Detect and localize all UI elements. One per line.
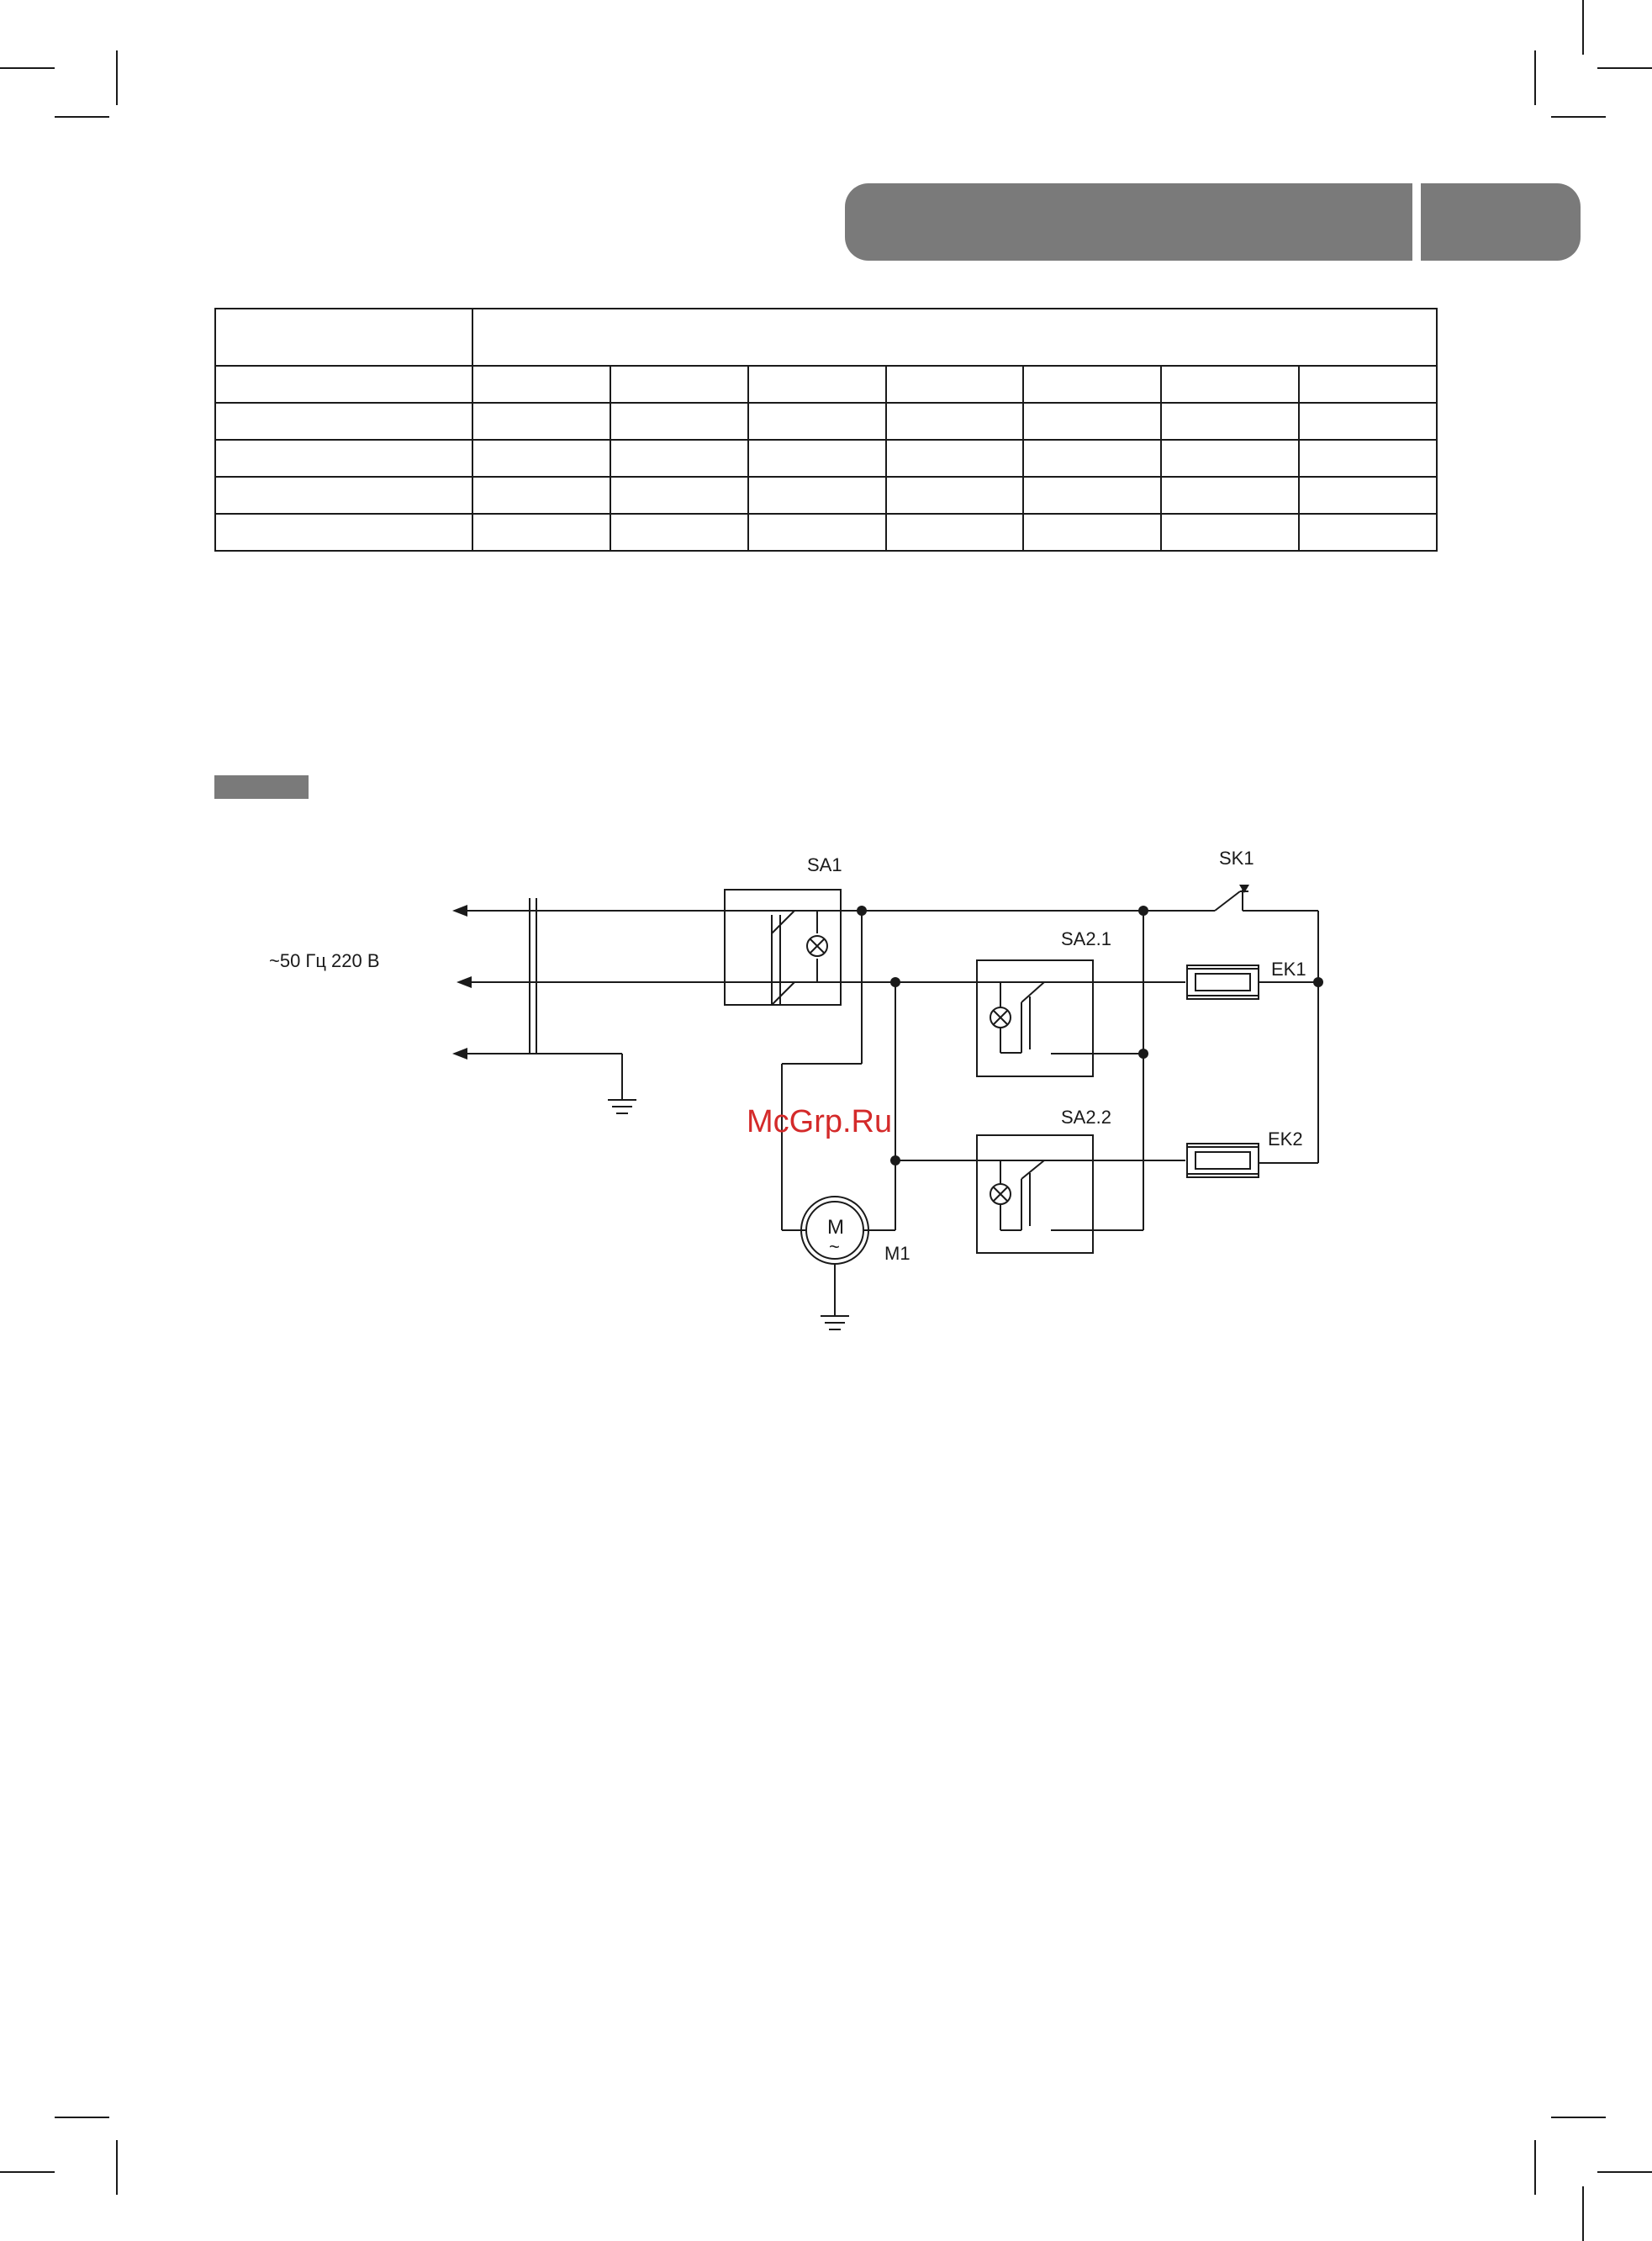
ek2-heater xyxy=(1187,1144,1259,1177)
sa2-2-label: SA2.2 xyxy=(1061,1107,1111,1128)
supply-label: ~50 Гц 220 В xyxy=(269,950,380,971)
sk1-thermostat xyxy=(1215,891,1240,911)
motor-ac-symbol: ~ xyxy=(829,1236,840,1257)
ek1-label: EK1 xyxy=(1271,959,1306,980)
ek1-heater xyxy=(1187,965,1259,999)
sa2-2-switch xyxy=(977,1135,1093,1253)
motor-letter: M xyxy=(827,1216,844,1239)
sa2-1-label: SA2.1 xyxy=(1061,928,1111,949)
m1-label: M1 xyxy=(884,1243,910,1264)
watermark: McGrp.Ru xyxy=(747,1104,893,1139)
ek2-label: EK2 xyxy=(1268,1128,1303,1150)
sk1-label: SK1 xyxy=(1219,848,1254,869)
sa2-1-switch xyxy=(977,960,1093,1076)
sa1-label: SA1 xyxy=(807,854,842,875)
sa1-switch xyxy=(725,890,841,1005)
